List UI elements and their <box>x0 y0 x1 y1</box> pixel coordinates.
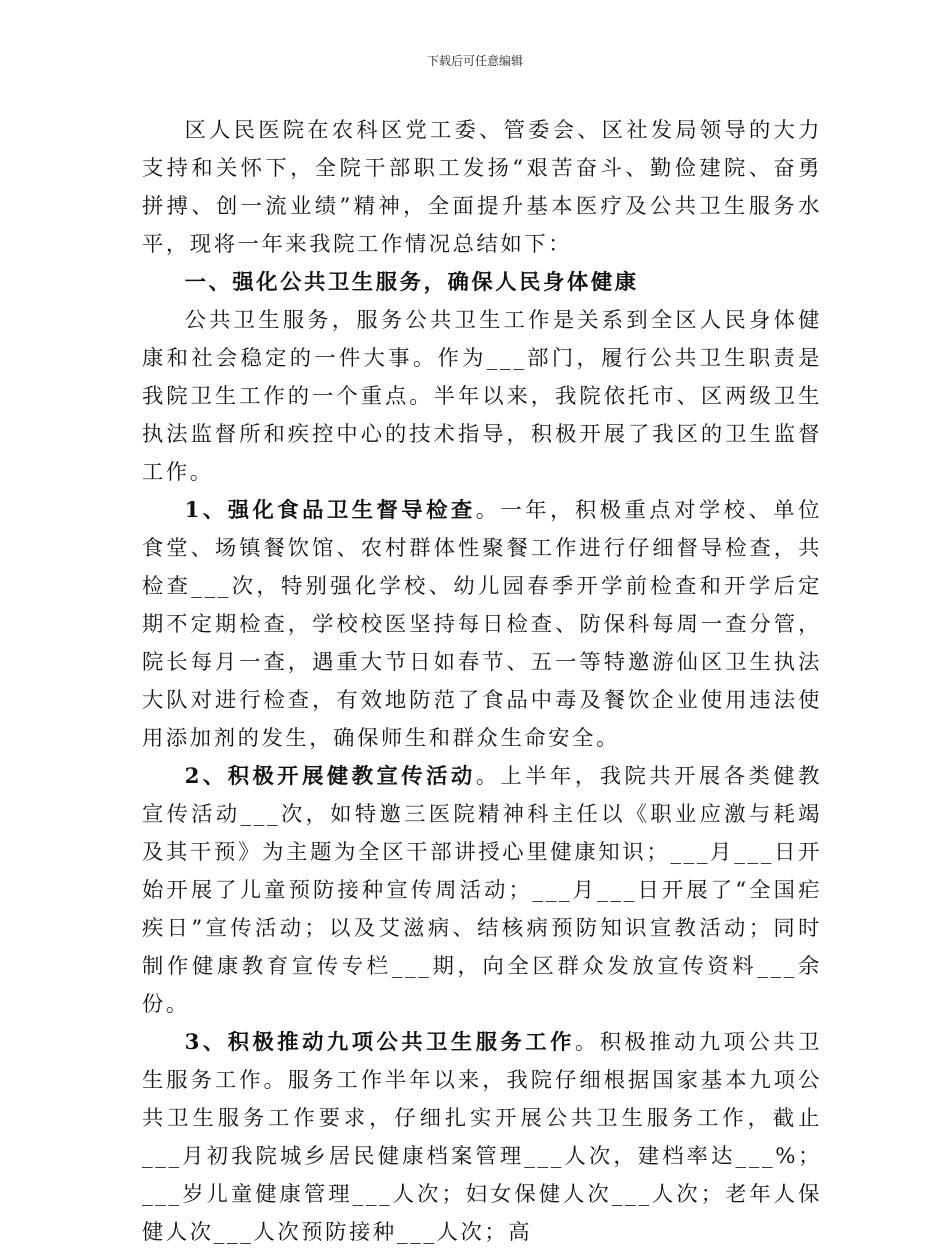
item-lead-1: 1、强化食品卫生督导检查 <box>184 498 476 523</box>
item-body-2: 。上半年，我院共开展各类健教宣传活动___次，如特邀三医院精神科主任以《职业应激与耗竭及其干预》为主题为全区干部讲授心里健康知识；___月___日开始开展了儿童预防接种宣传周活动；___月___日开展了“全国疟疾日”宣传活动；以及艾滋病、结核病预防知识宣教活动；同时制作健康教育宣传专栏___期，向全区群众发放宣传资料___余份。 <box>142 764 822 1017</box>
item-body-3: 。积极推动九项公共卫生服务工作。服务工作半年以来，我院仔细根据国家基本九项公共卫生服务工作要求，仔细扎实开展公共卫生服务工作，截止___月初我院城乡居民健康档案管理___人次，建档率达___%；___岁儿童健康管理___人次；妇女保健人次___人次；老年人保健人次___人次预防接种___人次；高 <box>142 1030 822 1245</box>
item-body-1: 。一年，积极重点对学校、单位食堂、场镇餐饮馆、农村群体性聚餐工作进行仔细督导检查，共检查___次，特别强化学校、幼儿园春季开学前检查和开学后定期不定期检查，学校校医坚持每日检查、防保科每周一查分管，院长每月一查，遇重大节日如春节、五一等特邀游仙区卫生执法大队对进行检查，有效地防范了食品中毒及餐饮企业使用违法使用添加剂的发生，确保师生和群众生命安全。 <box>142 498 822 751</box>
section-intro-paragraph: 公共卫生服务，服务公共卫生工作是关系到全区人民身体健康和社会稳定的一件大事。作为___部门，履行公共卫生职责是我院卫生工作的一个重点。半年以来，我院依托市、区两级卫生执法监督所和疾控中心的技术指导，积极开展了我区的卫生监督工作。 <box>142 308 822 485</box>
item-paragraph-3 <box>142 1024 822 1252</box>
document-body <box>142 112 822 1252</box>
item-paragraph-1 <box>142 492 822 758</box>
page-header: 下载后可任意编辑 <box>426 54 523 68</box>
item-lead-3: 3、积极推动九项公共卫生服务工作 <box>184 1030 575 1055</box>
item-paragraph-2 <box>142 758 822 1024</box>
intro-paragraph: 区人民医院在农科区党工委、管委会、区社发局领导的大力支持和关怀下，全院干部职工发扬“艰苦奋斗、勤俭建院、奋勇拼搏、创一流业绩”精神，全面提升基本医疗及公共卫生服务水平，现将一年来我院工作情况总结如下： <box>142 118 822 257</box>
section-heading: 一、强化公共卫生服务，确保人民身体健康 <box>184 270 639 295</box>
item-lead-2: 2、积极开展健教宣传活动 <box>184 764 476 789</box>
